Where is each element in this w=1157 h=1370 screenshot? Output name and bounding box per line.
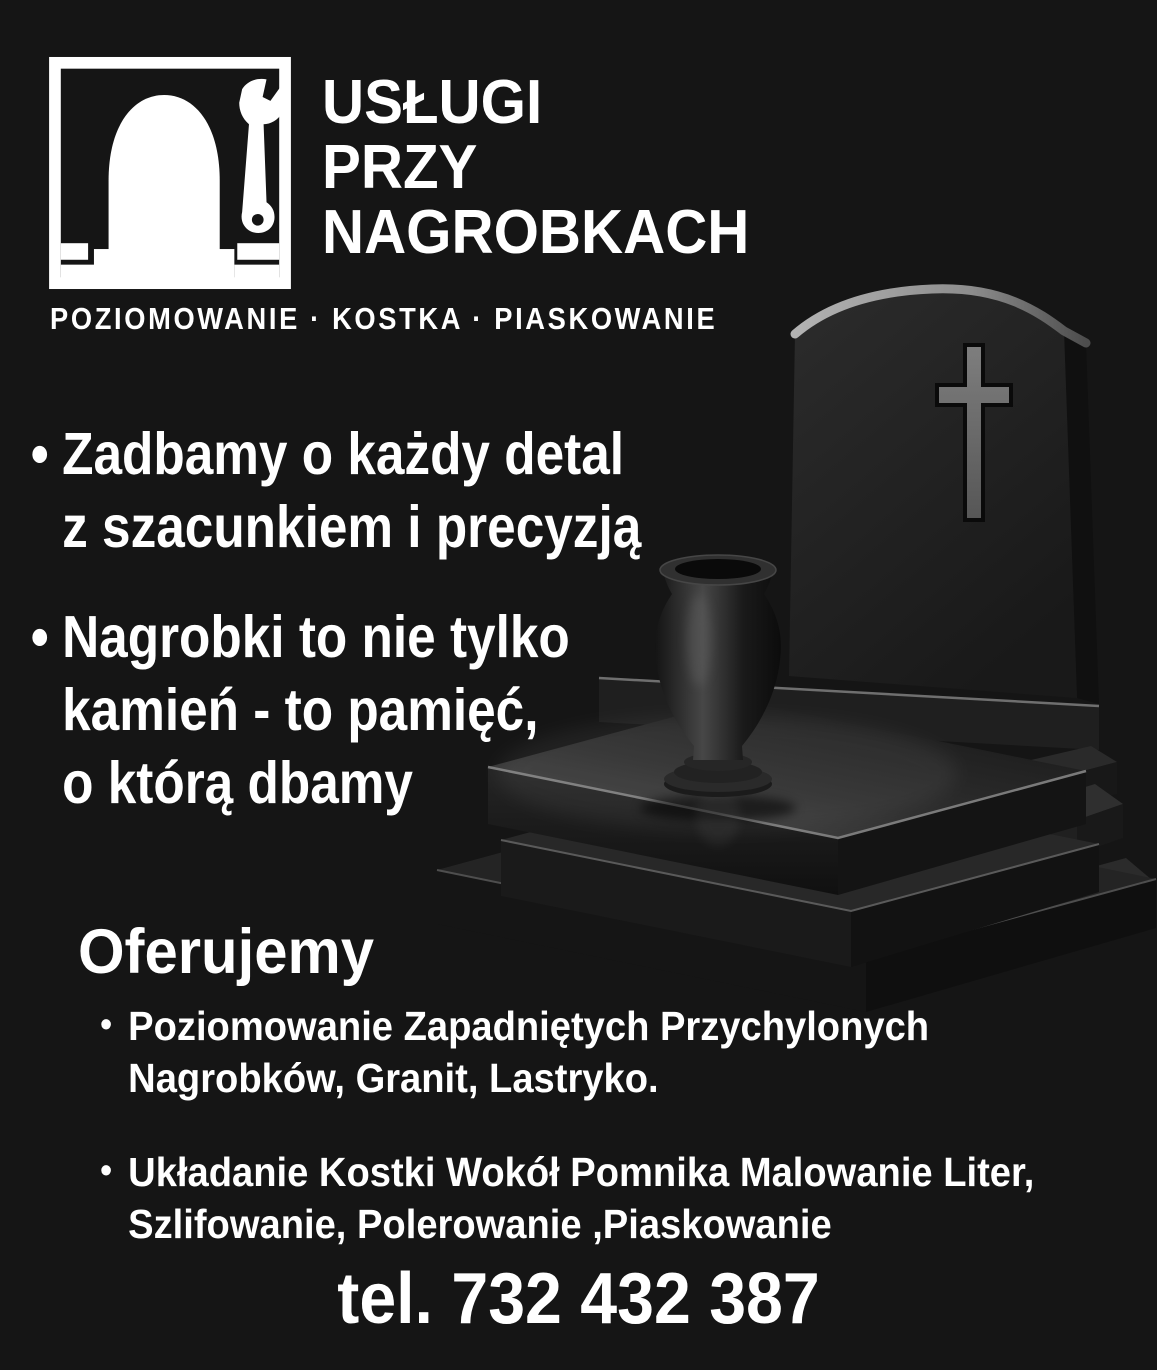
benefit-line: o którą dbamy [62, 750, 413, 816]
offer-item [100, 1000, 1034, 1104]
benefit-line: Zadbamy o każdy detal [62, 421, 625, 487]
benefit-item [30, 418, 642, 564]
title-line-3: NAGROBKACH [322, 198, 750, 267]
offer-list [100, 1000, 1035, 1292]
phone-number: tel. 732 432 387 [337, 1259, 820, 1339]
offer-heading: Oferujemy [78, 917, 375, 987]
benefit-line: kamień - to pamięć, [62, 677, 539, 743]
offer-line: Szlifowanie, Polerowanie ,Piaskowanie [128, 1201, 832, 1247]
benefit-line: z szacunkiem i precyzją [62, 494, 642, 560]
page-title [322, 70, 749, 265]
title-line-2: PRZY [322, 133, 478, 202]
benefits-list [30, 418, 642, 857]
bullet-dot-icon: • [100, 1003, 113, 1044]
logo-tombstone-wrench-icon [48, 56, 292, 290]
bullet-dot-icon: • [100, 1149, 113, 1190]
bullet-dot-icon: • [30, 421, 49, 487]
benefit-item [30, 601, 641, 820]
offer-line: Układanie Kostki Wokół Pomnika Malowanie Liter, [128, 1149, 1035, 1195]
benefit-line: Nagrobki to nie tylko [62, 604, 570, 670]
offer-line: Nagrobków, Granit, Lastryko. [128, 1055, 659, 1101]
services-subtitle: POZIOMOWANIE · KOSTKA · PIASKOWANIE [50, 301, 718, 336]
offer-item [100, 1146, 1035, 1250]
title-line-1: USŁUGI [322, 68, 543, 137]
headstone [789, 289, 1099, 704]
offer-line: Poziomowanie Zapadniętych Przychylonych [128, 1003, 930, 1049]
bullet-dot-icon: • [30, 604, 49, 670]
